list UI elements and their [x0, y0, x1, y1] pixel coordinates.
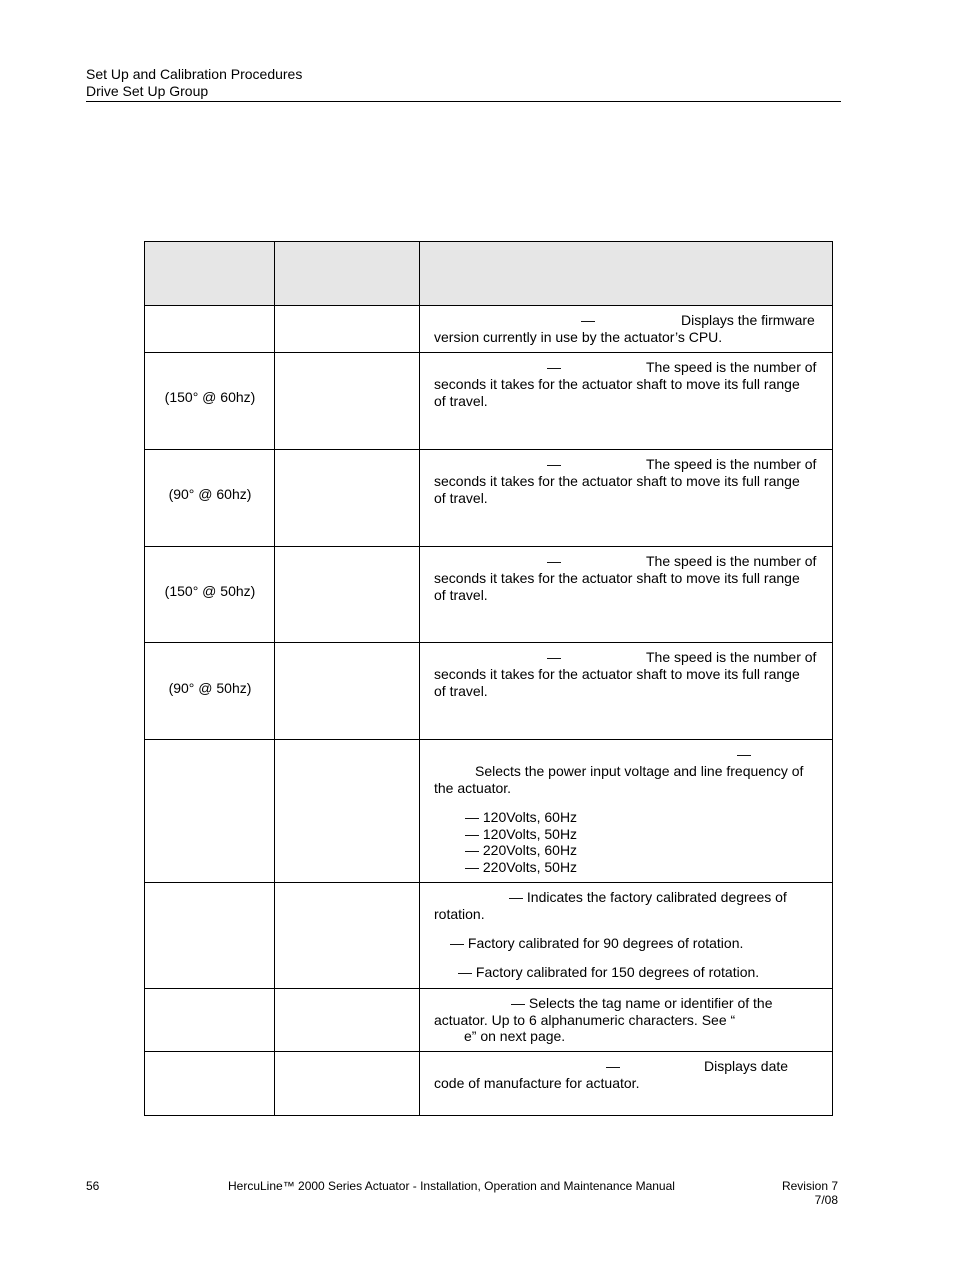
range-cell	[275, 1052, 420, 1115]
drive-setup-table	[144, 241, 833, 1116]
description-cell	[420, 450, 833, 546]
range-cell	[275, 547, 420, 642]
footer-date: 7/08	[814, 1193, 838, 1207]
description-dash: —	[581, 312, 595, 328]
description-text: of travel.	[434, 489, 488, 506]
range-cell	[275, 450, 420, 546]
footer-revision: Revision 7	[781, 1179, 838, 1193]
table-row	[145, 989, 833, 1052]
parameter-cell	[145, 989, 275, 1051]
page-number: 56	[86, 1179, 100, 1193]
description-text: code of manufacture for actuator.	[434, 1074, 640, 1091]
description-text: The speed is the number of	[646, 359, 817, 375]
range-cell	[275, 883, 420, 988]
description-dash: —	[547, 456, 561, 472]
description-dash: —	[606, 1058, 620, 1074]
range-cell	[275, 353, 420, 449]
option-item: — Factory calibrated for 90 degrees of rotation.	[450, 935, 744, 951]
table-row	[145, 740, 833, 883]
description-dash: —	[547, 649, 561, 665]
option-item: — Factory calibrated for 150 degrees of rotation.	[458, 964, 760, 980]
description-text: seconds it takes for the actuator shaft to move its full range	[434, 570, 800, 586]
description-text: The speed is the number of	[646, 456, 817, 472]
description-cell	[420, 353, 833, 449]
description-text: the actuator.	[434, 779, 512, 796]
range-cell	[275, 306, 420, 352]
table-row	[145, 353, 833, 450]
running-header-subsection: Drive Set Up Group	[86, 83, 209, 99]
table-row	[145, 450, 833, 547]
option-item: — 120Volts, 50Hz	[465, 825, 578, 842]
description-cell	[420, 1052, 833, 1115]
footer-title: HercuLine™ 2000 Series Actuator - Installation, Operation and Maintenance Manual	[228, 1179, 675, 1193]
range-cell	[275, 989, 420, 1051]
header-cell	[145, 242, 275, 305]
description-dash: —	[737, 746, 751, 762]
table-header-row	[145, 242, 833, 306]
range-label: (150° @ 50hz)	[164, 583, 256, 599]
description-text: — Selects the tag name or identifier of the	[511, 995, 773, 1011]
table-row	[145, 547, 833, 643]
description-text: actuator. Up to 6 alphanumeric characters. See “	[434, 1011, 736, 1028]
parameter-cell	[145, 306, 275, 352]
range-label: (150° @ 60hz)	[164, 389, 256, 405]
description-text: Displays the firmware	[681, 312, 815, 328]
description-text: of travel.	[434, 586, 488, 603]
table-row	[145, 306, 833, 353]
table-row	[145, 883, 833, 989]
table-row	[145, 1052, 833, 1116]
description-text: seconds it takes for the actuator shaft to move its full range	[434, 473, 800, 489]
description-cell	[420, 740, 833, 882]
description-text: of travel.	[434, 682, 488, 699]
description-cell	[420, 643, 833, 739]
range-label: (90° @ 60hz)	[168, 486, 252, 502]
description-cell	[420, 306, 833, 352]
description-dash: —	[547, 359, 561, 375]
description-text: — Indicates the factory calibrated degrees of	[509, 889, 787, 905]
parameter-cell	[145, 353, 275, 449]
description-text: seconds it takes for the actuator shaft to move its full range	[434, 376, 800, 392]
option-item: — 220Volts, 50Hz	[465, 858, 578, 875]
header-cell	[420, 242, 833, 305]
description-cell	[420, 547, 833, 642]
description-text: The speed is the number of	[646, 649, 817, 665]
description-text: seconds it takes for the actuator shaft to move its full range	[434, 666, 800, 682]
table-row	[145, 643, 833, 740]
parameter-cell	[145, 643, 275, 739]
header-cell	[275, 242, 420, 305]
description-dash: —	[547, 553, 561, 569]
running-header-section: Set Up and Calibration Procedures	[86, 66, 303, 82]
option-item: — 120Volts, 60Hz	[465, 809, 578, 825]
description-text: rotation.	[434, 905, 485, 922]
description-cell	[420, 989, 833, 1051]
description-text: Selects the power input voltage and line frequency of	[475, 763, 804, 779]
range-label: (90° @ 50hz)	[168, 680, 252, 696]
parameter-cell	[145, 450, 275, 546]
parameter-cell	[145, 740, 275, 882]
header-rule	[86, 101, 841, 102]
description-text: of travel.	[434, 392, 488, 409]
option-item: — 220Volts, 60Hz	[465, 842, 578, 859]
parameter-cell	[145, 883, 275, 988]
range-cell	[275, 643, 420, 739]
range-cell	[275, 740, 420, 882]
description-cell	[420, 883, 833, 988]
parameter-cell	[145, 547, 275, 642]
description-text: e” on next page.	[464, 1028, 566, 1045]
description-text: The speed is the number of	[646, 553, 817, 569]
parameter-cell	[145, 1052, 275, 1115]
description-text: version currently in use by the actuator’s CPU.	[434, 329, 723, 345]
description-text: Displays date	[704, 1058, 789, 1074]
